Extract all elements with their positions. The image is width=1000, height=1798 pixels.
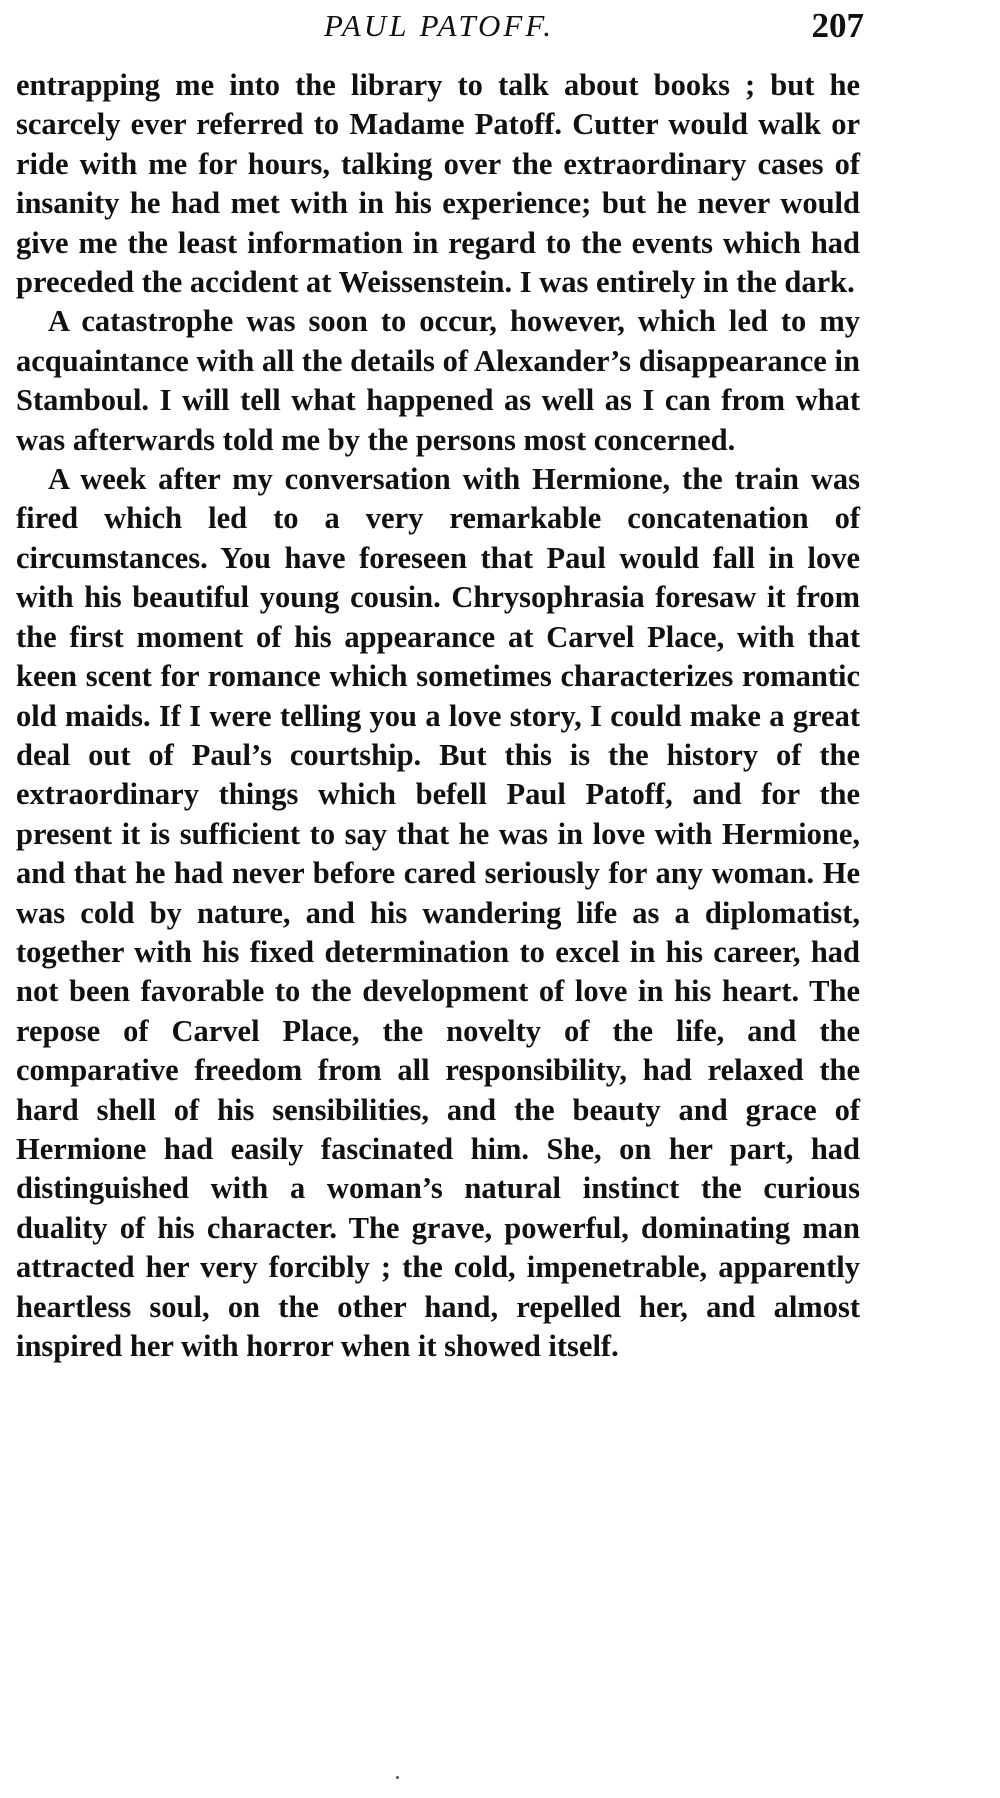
paragraph-catastrophe: A catastrophe was soon to occur, however, which led to my acquaintance with all the details of Alexander’s disappearance in Stamboul. I will tell what happened as well as I can from what was afterwards told me by the persons most concerned. [16,304,860,457]
paragraph-continuation: entrapping me into the library to talk about books ; but he scarcely ever referred to Madame Patoff. Cutter would walk or ride with me for hours, talking over the extraordinary cases of insanity he had met with in his experience; but he never would give me the least information in regard to the events which had preceded the accident at Weissenstein. I was entirely in the dark. [16,68,860,300]
stray-ink-dot [396,1776,399,1779]
running-head [14,6,864,54]
body-text [16,66,860,1366]
running-title: PAUL PATOFF. [323,8,555,43]
paragraph-courtship: A week after my conversation with Hermione, the train was fired which led to a very remarkable concatenation of circumstances. You have foreseen that Paul would fall in love with his beautiful young cousin. Chrysophrasia foresaw it from the first moment of his appearance at Carvel Place, with that keen scent for romance which sometimes characterizes romantic old maids. If I were telling you a love story, I could make a great deal out of Paul’s courtship. But this is the history of the extraordinary things which befell Paul Patoff, and for the present it is sufficient to say that he was in love with Hermione, and that he had never before cared seriously for any woman. He was cold by nature, and his wandering life as a diplomatist, together with his fixed determination to excel in his career, had not been favorable to the development of love in his heart. The repose of Carvel Place, the novelty of the life, and the comparative freedom from all responsibility, had relaxed the hard shell of his sensibilities, and the beauty and grace of Hermione had easily fascinated him. She, on her part, had distinguished with a woman’s natural instinct the curious duality of his character. The grave, powerful, dominating man attracted her very forcibly ; the cold, impenetrable, apparently heartless soul, on the other hand, repelled her, and almost inspired her with horror when it showed itself. [16,462,860,1363]
page-number: 207 [811,6,864,45]
